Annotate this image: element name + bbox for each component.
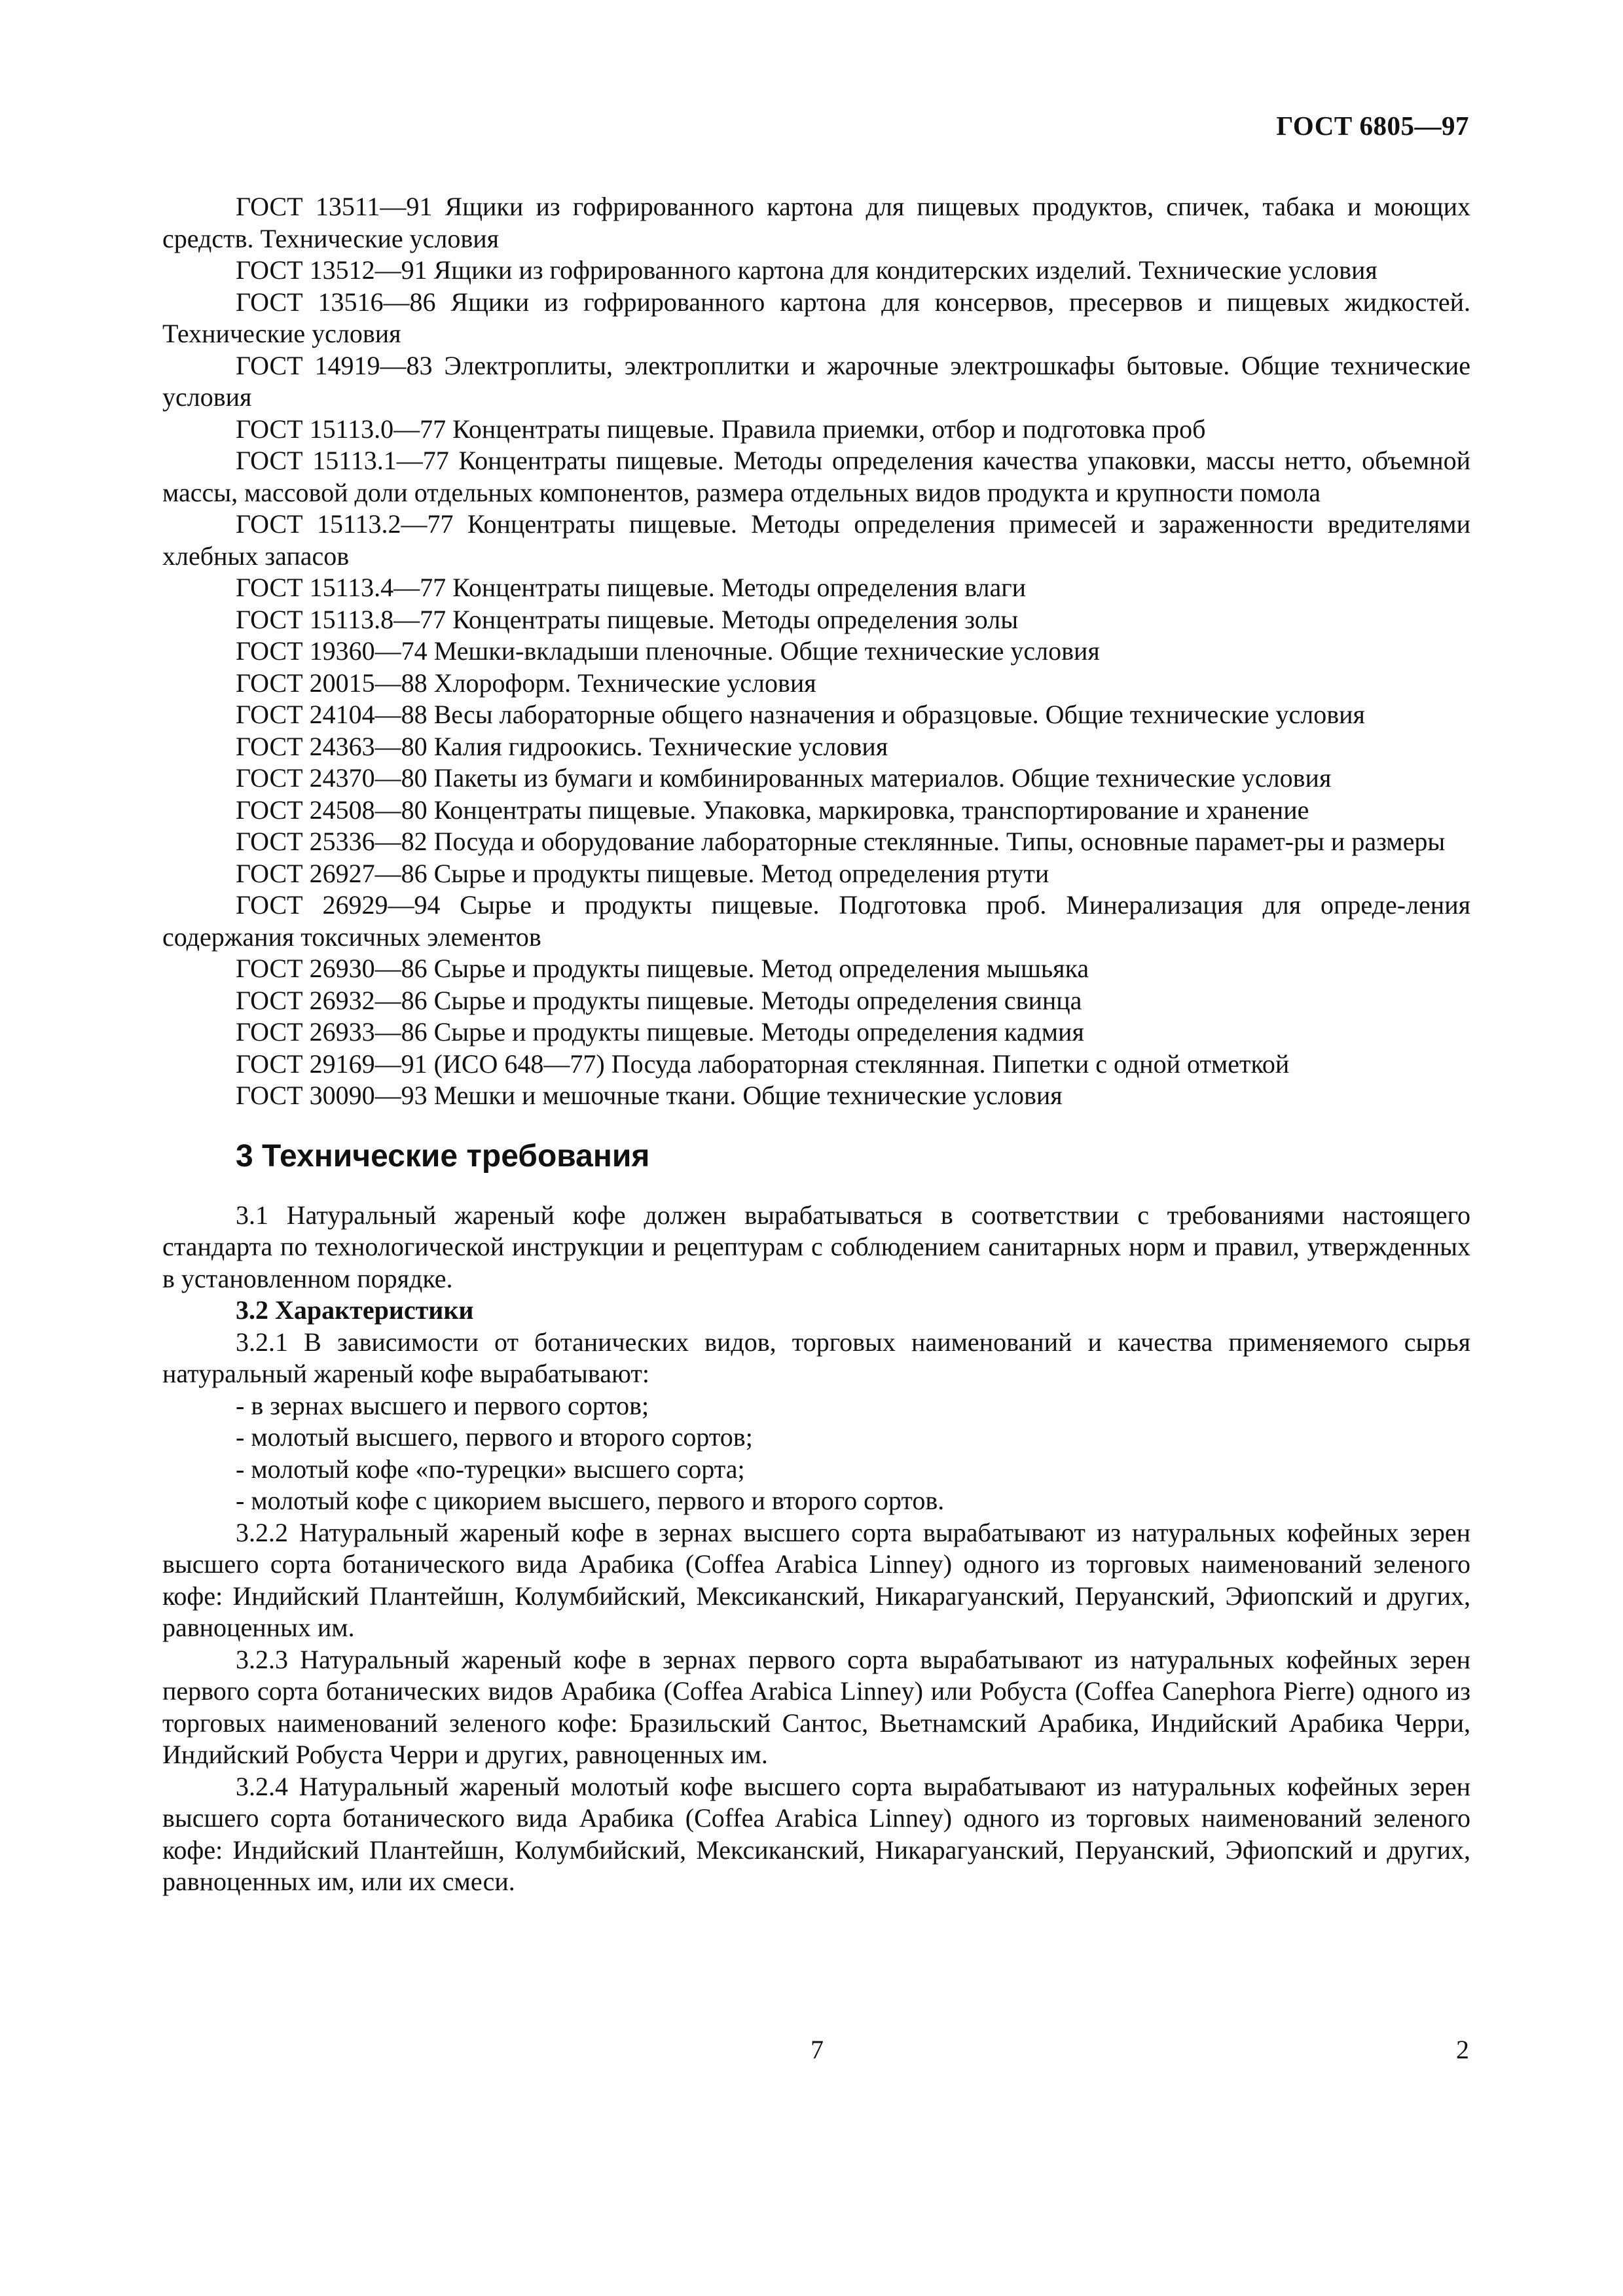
reference-item: ГОСТ 15113.0—77 Концентраты пищевые. Правила приемки, отбор и подготовка проб [236,414,1206,444]
list-item: - молотый высшего, первого и второго сортов; [236,1422,753,1452]
reference-item: ГОСТ 26932—86 Сырье и продукты пищевые. Методы определения свинца [236,985,1082,1015]
list-item: - молотый кофе «по-турецки» высшего сорта; [236,1454,745,1484]
reference-item: ГОСТ 15113.1—77 Концентраты пищевые. Методы определения качества упаковки, массы нетто, объемной массы, массовой доли отдельных компонентов, размера отдельных видов продукта и крупности помола [162,446,1470,507]
product-types-list [162,1390,1470,1517]
reference-item: ГОСТ 24508—80 Концентраты пищевые. Упаковка, маркировка, транспортирование и хранение [236,795,1309,825]
reference-item: ГОСТ 26930—86 Сырье и продукты пищевые. Метод определения мышьяка [236,954,1089,983]
paragraph-3-2-3: 3.2.3 Натуральный жареный кофе в зернах первого сорта вырабатывают из натуральных кофейных зерен первого сорта ботанических видов Арабика (Coffea Arabica Linney) или Робуста (Coffea Canephora Pierre) одного из торговых наименований зеленого кофе: Бразильский Сантос, Вьетнамский Арабика, Индийский Арабика Черри, Индийский Робуста Черри и других, равноценных им. [162,1644,1470,1769]
reference-item: ГОСТ 14919—83 Электроплиты, электроплитки и жарочные электрошкафы бытовые. Общие технические условия [162,350,1470,412]
reference-item: ГОСТ 19360—74 Мешки-вкладыши пленочные. Общие технические условия [236,636,1100,666]
page-content [162,191,1470,1898]
paragraph-3-2-4: 3.2.4 Натуральный жареный молотый кофе высшего сорта вырабатывают из натуральных кофейных зерен высшего сорта ботанического вида Арабика (Coffea Arabica Linney) одного из торговых наименований зеленого кофе: Индийский Плантейшн, Колумбийский, Мексиканский, Никарагуанский, Перуанский, Эфиопский и других, равноценных им, или их смеси. [162,1771,1470,1896]
reference-item: ГОСТ 26929—94 Сырье и продукты пищевые. Подготовка проб. Минерализация для опреде-ления содержания токсичных элементов [162,890,1470,952]
reference-item: ГОСТ 30090—93 Мешки и мешочные ткани. Общие технические условия [236,1081,1063,1110]
paragraph-3-1: 3.1 Натуральный жареный кофе должен вырабатываться в соответствии с требованиями настоящего стандарта по технологической инструкции и рецептурам с соблюдением санитарных норм и правил, утвержденных в установленном порядке. [162,1200,1470,1293]
reference-item: ГОСТ 26933—86 Сырье и продукты пищевые. Методы определения кадмия [236,1017,1084,1047]
reference-item: ГОСТ 15113.8—77 Концентраты пищевые. Методы определения золы [236,604,1019,634]
reference-item: ГОСТ 13516—86 Ящики из гофрированного картона для консервов, пресервов и пищевых жидкостей. Технические условия [162,287,1470,348]
subheading-3-2: 3.2 Характеристики [236,1295,474,1325]
reference-item: ГОСТ 15113.4—77 Концентраты пищевые. Методы определения влаги [236,573,1027,602]
reference-item: ГОСТ 25336—82 Посуда и оборудование лабораторные стеклянные. Типы, основные парамет-ры и размеры [236,827,1446,856]
reference-item: ГОСТ 29169—91 (ИСО 648—77) Посуда лабораторная стеклянная. Пипетки с одной отметкой [236,1049,1290,1079]
reference-item: ГОСТ 20015—88 Хлороформ. Технические условия [236,668,816,698]
list-item: - в зернах высшего и первого сортов; [236,1390,649,1420]
document-code-header: ГОСТ 6805—97 [1276,111,1469,141]
section-title: 3 Технические требования [236,1138,650,1174]
paragraph-3-2-2: 3.2.2 Натуральный жареный кофе в зернах высшего сорта вырабатывают из натуральных кофейных зерен высшего сорта ботанического вида Арабика (Coffea Arabica Linney) одного из торговых наименований зеленого кофе: Индийский Плантейшн, Колумбийский, Мексиканский, Никарагуанский, Перуанский, Эфиопский и других, равноценных им. [162,1517,1470,1642]
references-list [162,191,1470,1112]
reference-item: ГОСТ 13512—91 Ящики из гофрированного картона для кондитерских изделий. Технические условия [236,255,1377,285]
reference-item: ГОСТ 26927—86 Сырье и продукты пищевые. Метод определения ртути [236,858,1049,888]
page-number-center: 7 [811,2035,824,2064]
page-number-right: 2 [1456,2035,1469,2064]
list-item: - молотый кофе с цикорием высшего, первого и второго сортов. [236,1486,945,1515]
reference-item: ГОСТ 24104—88 Весы лабораторные общего назначения и образцовые. Общие технические условия [236,700,1365,729]
paragraph-3-2-1: 3.2.1 В зависимости от ботанических видов, торговых наименований и качества применяемого сырья натуральный жареный кофе вырабатывают: [162,1327,1470,1388]
reference-item: ГОСТ 24370—80 Пакеты из бумаги и комбинированных материалов. Общие технические условия [236,763,1332,793]
reference-item: ГОСТ 13511—91 Ящики из гофрированного картона для пищевых продуктов, спичек, табака и моющих средств. Технические условия [162,192,1470,253]
reference-item: ГОСТ 15113.2—77 Концентраты пищевые. Методы определения примесей и зараженности вредителями хлебных запасов [162,509,1470,571]
reference-item: ГОСТ 24363—80 Калия гидроокись. Технические условия [236,731,888,761]
